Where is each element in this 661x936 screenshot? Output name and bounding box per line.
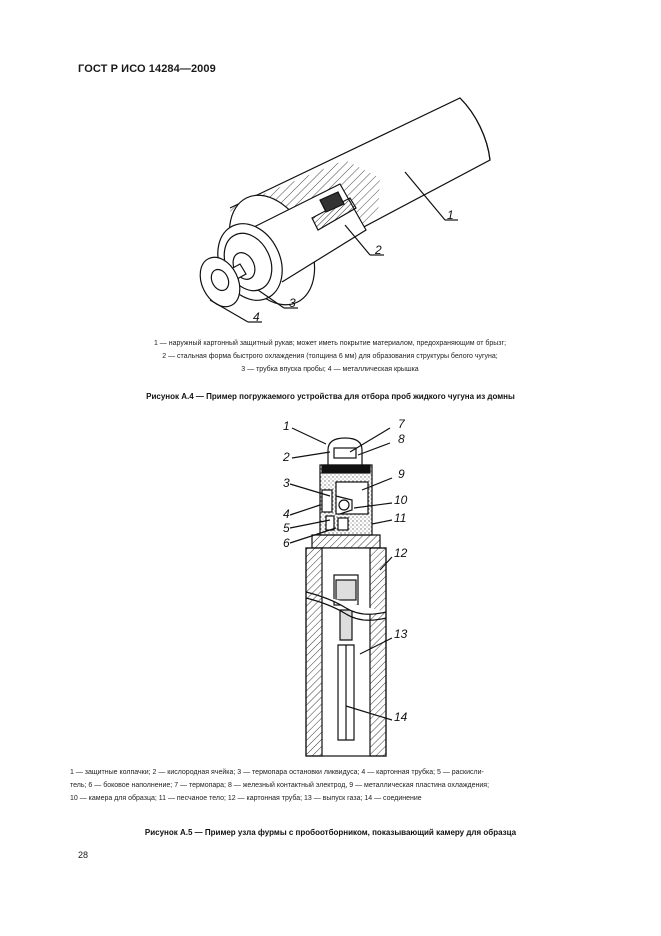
figure-a4-drawing bbox=[0, 90, 661, 330]
figure-a4-legend bbox=[70, 337, 590, 376]
page-number: 28 bbox=[78, 850, 89, 860]
callout-5: 5 bbox=[283, 521, 290, 535]
callout-1: 1 bbox=[447, 208, 454, 222]
legend-line: 2 — стальная форма быстрого охлаждения (толщина 6 мм) для образования структуры белого чугуна; bbox=[162, 353, 498, 360]
callout-13: 13 bbox=[394, 627, 408, 641]
callout-3: 3 bbox=[283, 476, 290, 490]
callout-10: 10 bbox=[394, 493, 408, 507]
callout-6: 6 bbox=[283, 536, 290, 550]
callout-1: 1 bbox=[283, 419, 290, 433]
callout-7: 7 bbox=[398, 417, 405, 431]
callout-8: 8 bbox=[398, 432, 405, 446]
callout-4: 4 bbox=[253, 310, 260, 324]
figure-a5-legend bbox=[70, 766, 590, 805]
legend-line: 3 — трубка впуска пробы; 4 — металлическая крышка bbox=[241, 366, 419, 373]
document-header: ГОСТ Р ИСО 14284—2009 bbox=[78, 63, 216, 75]
callout-14: 14 bbox=[394, 710, 408, 724]
legend-line: 1 — защитные колпачки; 2 — кислородная ячейка; 3 — термопара остановки ликвидуса; 4 — картонная трубка; 5 — раскисли- bbox=[70, 769, 484, 776]
legend-line: тель; 6 — боковое наполнение; 7 — термопара; 8 — железный контактный электрод, 9 — металлическая пластина охлаждения; bbox=[70, 782, 490, 789]
legend-line: 10 — камера для образца; 11 — песчаное тело; 12 — картонная труба; 13 — выпуск газа; 14 — соединение bbox=[70, 795, 422, 802]
figure-a5-drawing bbox=[0, 415, 661, 765]
figure-a4-caption: Рисунок А.4 — Пример погружаемого устройства для отбора проб жидкого чугуна из домны bbox=[146, 392, 515, 401]
callout-12: 12 bbox=[394, 546, 408, 560]
callout-4: 4 bbox=[283, 507, 290, 521]
callout-2: 2 bbox=[283, 450, 290, 464]
legend-line: 1 — наружный картонный защитный рукав; может иметь покрытие материалом, предохраняющим от брызг; bbox=[153, 340, 507, 347]
callout-9: 9 bbox=[398, 467, 405, 481]
callout-2: 2 bbox=[375, 243, 382, 257]
callout-3: 3 bbox=[289, 296, 296, 310]
figure-a5-caption: Рисунок А.5 — Пример узла фурмы с пробоотборником, показывающий камеру для образца bbox=[144, 828, 517, 837]
callout-11: 11 bbox=[394, 511, 407, 525]
